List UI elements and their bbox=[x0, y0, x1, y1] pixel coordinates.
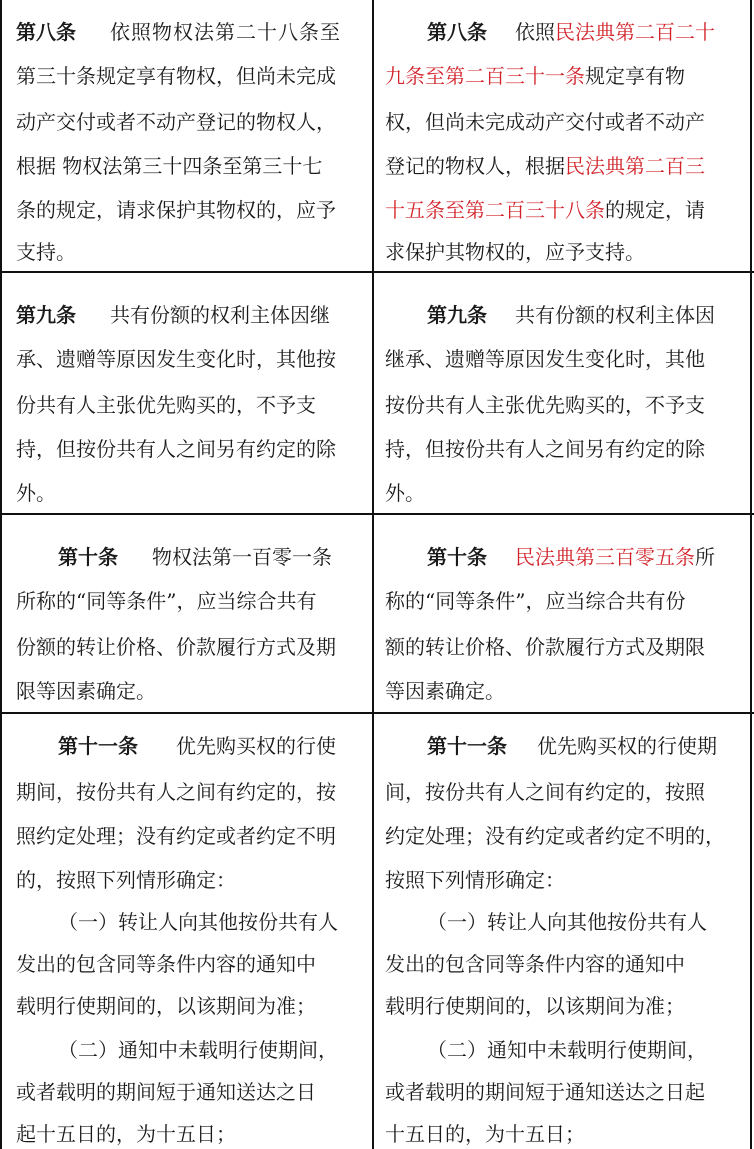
text-line: 份额的转让价格、价款履行方式及期 bbox=[16, 635, 336, 659]
table-row bbox=[0, 273, 754, 513]
text-line: 根据 物权法第三十四条至第三十七 bbox=[16, 154, 323, 178]
text-line: 外。 bbox=[16, 481, 56, 505]
text-line: 持，但按份共有人之间另有约定的除 bbox=[16, 437, 336, 461]
text-line: 物权法第一百零一条 bbox=[152, 545, 332, 569]
text-line: 发出的包含同等条件内容的通知中 bbox=[16, 952, 316, 976]
text-line: 所称的“同等条件”，应当综合共有 bbox=[16, 589, 317, 613]
new-provision-cell bbox=[375, 273, 748, 513]
text-line: 持，但按份共有人之间另有约定的除 bbox=[385, 437, 705, 461]
text-line: （一）转让人向其他按份共有人 bbox=[427, 910, 707, 934]
text-line: 等因素确定。 bbox=[385, 679, 505, 703]
table-row bbox=[0, 0, 754, 271]
article-title: 第九条 bbox=[427, 303, 487, 327]
text-line: 十五日的，为十五日； bbox=[385, 1122, 585, 1146]
text-line: 的，按照下列情形确定： bbox=[16, 868, 236, 892]
text-line: 共有份额的权利主体因 bbox=[515, 303, 715, 327]
text-line: 或者载明的期间短于通知送达之日 bbox=[16, 1080, 316, 1104]
text-line: 优先购买权的行使期 bbox=[537, 734, 717, 758]
text-line: 约定处理；没有约定或者约定不明的， bbox=[385, 824, 725, 848]
article-title: 第九条 bbox=[16, 303, 76, 327]
text-line: （二）通知中未载明行使期间， bbox=[427, 1038, 707, 1062]
article-title: 第十一条 bbox=[58, 734, 138, 758]
text-line: 期间，按份共有人之间有约定的，按 bbox=[16, 780, 336, 804]
text-line: 起十五日的，为十五日； bbox=[16, 1122, 236, 1146]
text-line: 依照物权法第二十八条至 bbox=[110, 20, 341, 44]
text-line: 支持。 bbox=[16, 240, 76, 264]
text-line: 外。 bbox=[385, 481, 425, 505]
text-line: 依照民法典第二百二十 bbox=[515, 20, 715, 44]
old-provision-cell bbox=[6, 0, 373, 271]
text-line: 优先购买权的行使 bbox=[176, 734, 336, 758]
text-line: 份共有人主张优先购买的，不予支 bbox=[16, 393, 316, 417]
text-line: 承、遗赠等原因发生变化时，其他按 bbox=[16, 347, 336, 371]
text-line: 额的转让价格、价款履行方式及期限 bbox=[385, 635, 705, 659]
text-line: （二）通知中未载明行使期间， bbox=[58, 1038, 338, 1062]
article-title: 第八条 bbox=[16, 20, 76, 44]
text-line: 权，但尚未完成动产交付或者不动产 bbox=[385, 110, 705, 134]
text-line: 求保护其物权的，应予支持。 bbox=[385, 240, 645, 264]
old-provision-cell bbox=[6, 714, 373, 1149]
text-line: 间，按份共有人之间有约定的，按照 bbox=[385, 780, 705, 804]
article-title: 第十条 bbox=[427, 545, 487, 569]
text-line: 限等因素确定。 bbox=[16, 679, 156, 703]
text-line: 继承、遗赠等原因发生变化时，其他 bbox=[385, 347, 705, 371]
text-line: 动产交付或者不动产登记的物权人， bbox=[16, 110, 336, 134]
text-line: （一）转让人向其他按份共有人 bbox=[58, 910, 338, 934]
article-title: 第十一条 bbox=[427, 734, 507, 758]
text-line: 登记的物权人，根据民法典第二百三 bbox=[385, 154, 705, 178]
article-title: 第八条 bbox=[427, 20, 487, 44]
text-line: 第三十条规定享有物权，但尚未完成 bbox=[16, 64, 336, 88]
text-line: 共有份额的权利主体因继 bbox=[110, 303, 330, 327]
text-line: 载明行使期间的，以该期间为准； bbox=[385, 994, 685, 1018]
text-line: 发出的包含同等条件内容的通知中 bbox=[385, 952, 685, 976]
table-row bbox=[0, 515, 754, 712]
new-provision-cell bbox=[375, 515, 748, 712]
table-row bbox=[0, 714, 754, 1149]
old-provision-cell bbox=[6, 273, 373, 513]
text-line: 载明行使期间的，以该期间为准； bbox=[16, 994, 316, 1018]
old-provision-cell bbox=[6, 515, 373, 712]
text-line: 条的规定，请求保护其物权的，应予 bbox=[16, 198, 336, 222]
text-line: 民法典第三百零五条所 bbox=[515, 545, 715, 569]
new-provision-cell bbox=[375, 714, 748, 1149]
text-line: 十五条至第二百三十八条的规定，请 bbox=[385, 198, 705, 222]
text-line: 按照下列情形确定： bbox=[385, 868, 565, 892]
text-line: 按份共有人主张优先购买的，不予支 bbox=[385, 393, 705, 417]
text-line: 九条至第二百三十一条规定享有物 bbox=[385, 64, 685, 88]
text-line: 照约定处理；没有约定或者约定不明 bbox=[16, 824, 336, 848]
new-provision-cell bbox=[375, 0, 748, 271]
text-line: 称的“同等条件”，应当综合共有份 bbox=[385, 589, 686, 613]
article-title: 第十条 bbox=[58, 545, 118, 569]
text-line: 或者载明的期间短于通知送达之日起 bbox=[385, 1080, 705, 1104]
